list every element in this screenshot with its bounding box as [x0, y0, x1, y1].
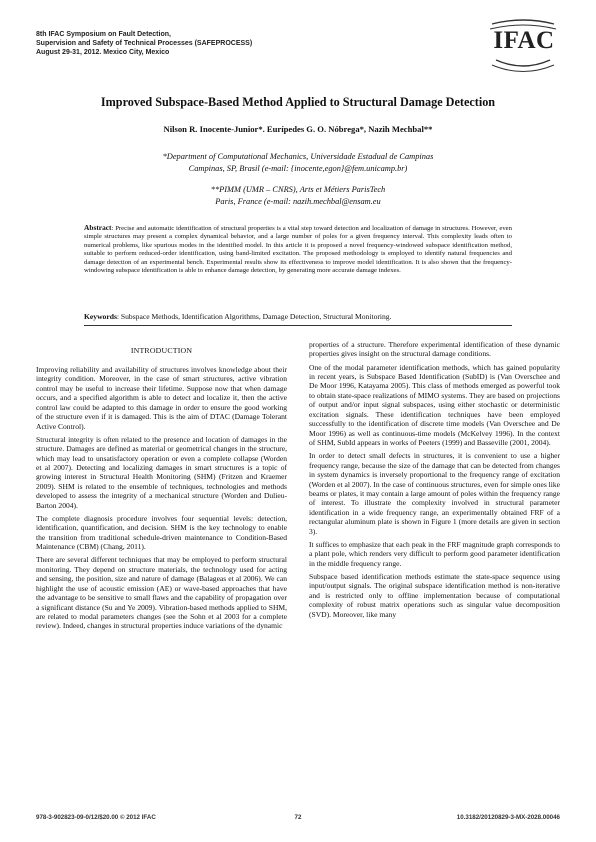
body-paragraph: There are several different techniques that may be employed to perform structural monitoring. They depend on structure materials, the technology used for acting and sensing, the position, size and nature of damage (Balageas et al 2006). We can highlight the use of acoustic emission (AE) or wave-based approaches that have the advantage to be sensitive to small flaws and the capability of propagation over a significant distance (Su and Ye 2009). Vibration-based methods applied to SHM, are related to modal parameters changes (see the Sohn et al 2003 for a complete review). Indeed, changes in structural properties induce variations of the dynamic	[36, 555, 287, 631]
conference-line: 8th IFAC Symposium on Fault Detection,	[36, 31, 171, 38]
ifac-logo-text: IFAC	[493, 27, 555, 54]
page-number: 72	[294, 814, 302, 821]
affiliation-1	[36, 151, 560, 175]
affiliation-line: *Department of Computational Mechanics, Universidade Estadual de Campinas	[162, 152, 434, 161]
keywords	[84, 312, 512, 322]
affiliation-line: **PIMM (UMR – CNRS), Arts et Métiers ParisTech	[210, 185, 386, 194]
abstract	[84, 224, 512, 276]
conference-header	[36, 30, 366, 57]
keywords-label: Keywords	[84, 312, 117, 321]
section-heading: INTRODUCTION	[130, 346, 193, 355]
left-column	[36, 340, 287, 635]
affiliation-2	[36, 184, 560, 208]
page-footer	[36, 814, 560, 824]
abstract-label: Abstract	[84, 223, 112, 232]
body-paragraph: Subspace based identification methods estimate the state-space sequence using input/output signals. The original subspace identification method is non-iterative and is restricted only to offline implementation because of computational complexity of robust matrix operations such as singular value decomposition (SVD). Moreover, like many	[309, 571, 560, 619]
affiliation-line: Campinas, SP, Brasil (e-mail: {inocente,egon}@fem.unicamp.br)	[188, 164, 408, 173]
body-paragraph: Improving reliability and availability of structures involves knowledge about their integrity condition. Moreover, in the case of smart structures, active vibration control may be useful to increase their lifetime. Suppose now that when damage occurs, and a specified algorithm is able to detect and localize it, then the active control law could be adapted to this damage in order to ensure the good working of the structure even if it is damaged. This is the aim of DTAC (Damage Tolerant Active Control).	[36, 365, 287, 431]
paper-title: Improved Subspace-Based Method Applied to Structural Damage Detection	[100, 95, 496, 109]
conference-line: August 29-31, 2012. Mexico City, Mexico	[36, 49, 170, 56]
affiliation-line: Paris, France (e-mail: nazih.mechbal@ensam.eu	[215, 197, 381, 206]
body-paragraph: In order to detect small defects in structures, it is convenient to use a higher frequency range, because the size of the damage that can be detected from changes in system dynamics is inversely proportional to the frequency range of excitation (Worden et al 2007). In the case of continuous structures, even for simple ones like beams or plates, it may contain a large amount of poles within the frequency range of interest. To illustrate the complexity involved in structural parameter identification in a wide frequency range, an experimentally obtained FRF of a rectangular aluminum plate is shown in Figure 1 (more details are given in section 3).	[309, 451, 560, 536]
body-paragraph: The complete diagnosis procedure involves four sequential levels: detection, identification, quantification, and decision. SHM is the key technology to enable the transition from traditional schedule-driven maintenance to Condition-Based Maintenance (CBM) (Chang, 2011).	[36, 513, 287, 552]
body-paragraph: Structural integrity is often related to the presence and location of damages in the structure. Damages are defined as material or geometrical changes in the structure, which may lead to unsatisfactory operation or even a complete collapse (Worden et al 2007). Detecting and localizing damages in smart structures is a topic of growing interest in Structural Health Monitoring (SHM) (Fritzen and Kraemer 2009). SHM is related to the ensemble of techniques, technologies and methods developed to assess the integrity of a mechanical structure (Worden and Dulieu-Barton 2004).	[36, 434, 287, 510]
body-paragraph: One of the modal parameter identification methods, which has gained popularity in recent years, is Subspace Based Identification (SubID) is (Van Overschee and De Moor 1996, Katayama 2005). This class of methods emerged as powerful took to obtain state-space realizations of MIMO systems. They are based on projections of output and/or input signal subspaces, using either stochastic or deterministic excitation signals. These identification techniques have been employed successfully to the identification of discrete time models (Van Overschee and De Moor 1996) as well as continuous-time models (McKelvey 1996). In the context of SHM, SubId appears in works of Peeters (1999) and Basseville (2001, 2004).	[309, 362, 560, 448]
footer-isbn: 978-3-902823-09-0/12/$20.00 © 2012 IFAC	[36, 814, 156, 821]
paper-authors: Nilson R. Inocente-Junior*. Eurípedes G. O. Nóbrega*, Nazih Mechbal**	[163, 124, 433, 134]
right-column	[309, 340, 560, 623]
conference-line: Supervision and Safety of Technical Processes (SAFEPROCESS)	[36, 40, 253, 47]
abstract-divider	[84, 325, 512, 326]
body-paragraph: It suffices to emphasize that each peak in the FRF magnitude graph corresponds to a plant pole, which renders very difficult to perform good parameter identification in the middle frequency range.	[309, 539, 560, 568]
abstract-text: : Precise and automatic identification of structural properties is a vital step toward detection and localization of damage in structures. However, even simple structures may present a complex dynamical behavior, and a large number of poles for a given frequency interval. This complexity leads often to numerical problems, like spurious modes in the identified model. In this article it is proposed a novel frequency-windowed subspace identification method, suitable to perform reduced-order identification, using band-limited excitation. The proposed methodology is employed to identify natural frequencies and damage detection of an experimental bench. Experimental results show its effectiveness to improve model identification. It is also shown that the frequency-windowing subspace identification is able to enhance damage detection, by generating more accurate damage indexes.	[84, 225, 512, 275]
keywords-text: : Subspace Methods, Identification Algorithms, Damage Detection, Structural Monitoring.	[116, 312, 392, 321]
body-paragraph: properties of a structure. Therefore experimental identification of these dynamic properties gives insight on the structural damage conditions.	[309, 340, 560, 359]
footer-doi: 10.3182/20120829-3-MX-2028.00046	[456, 814, 560, 821]
